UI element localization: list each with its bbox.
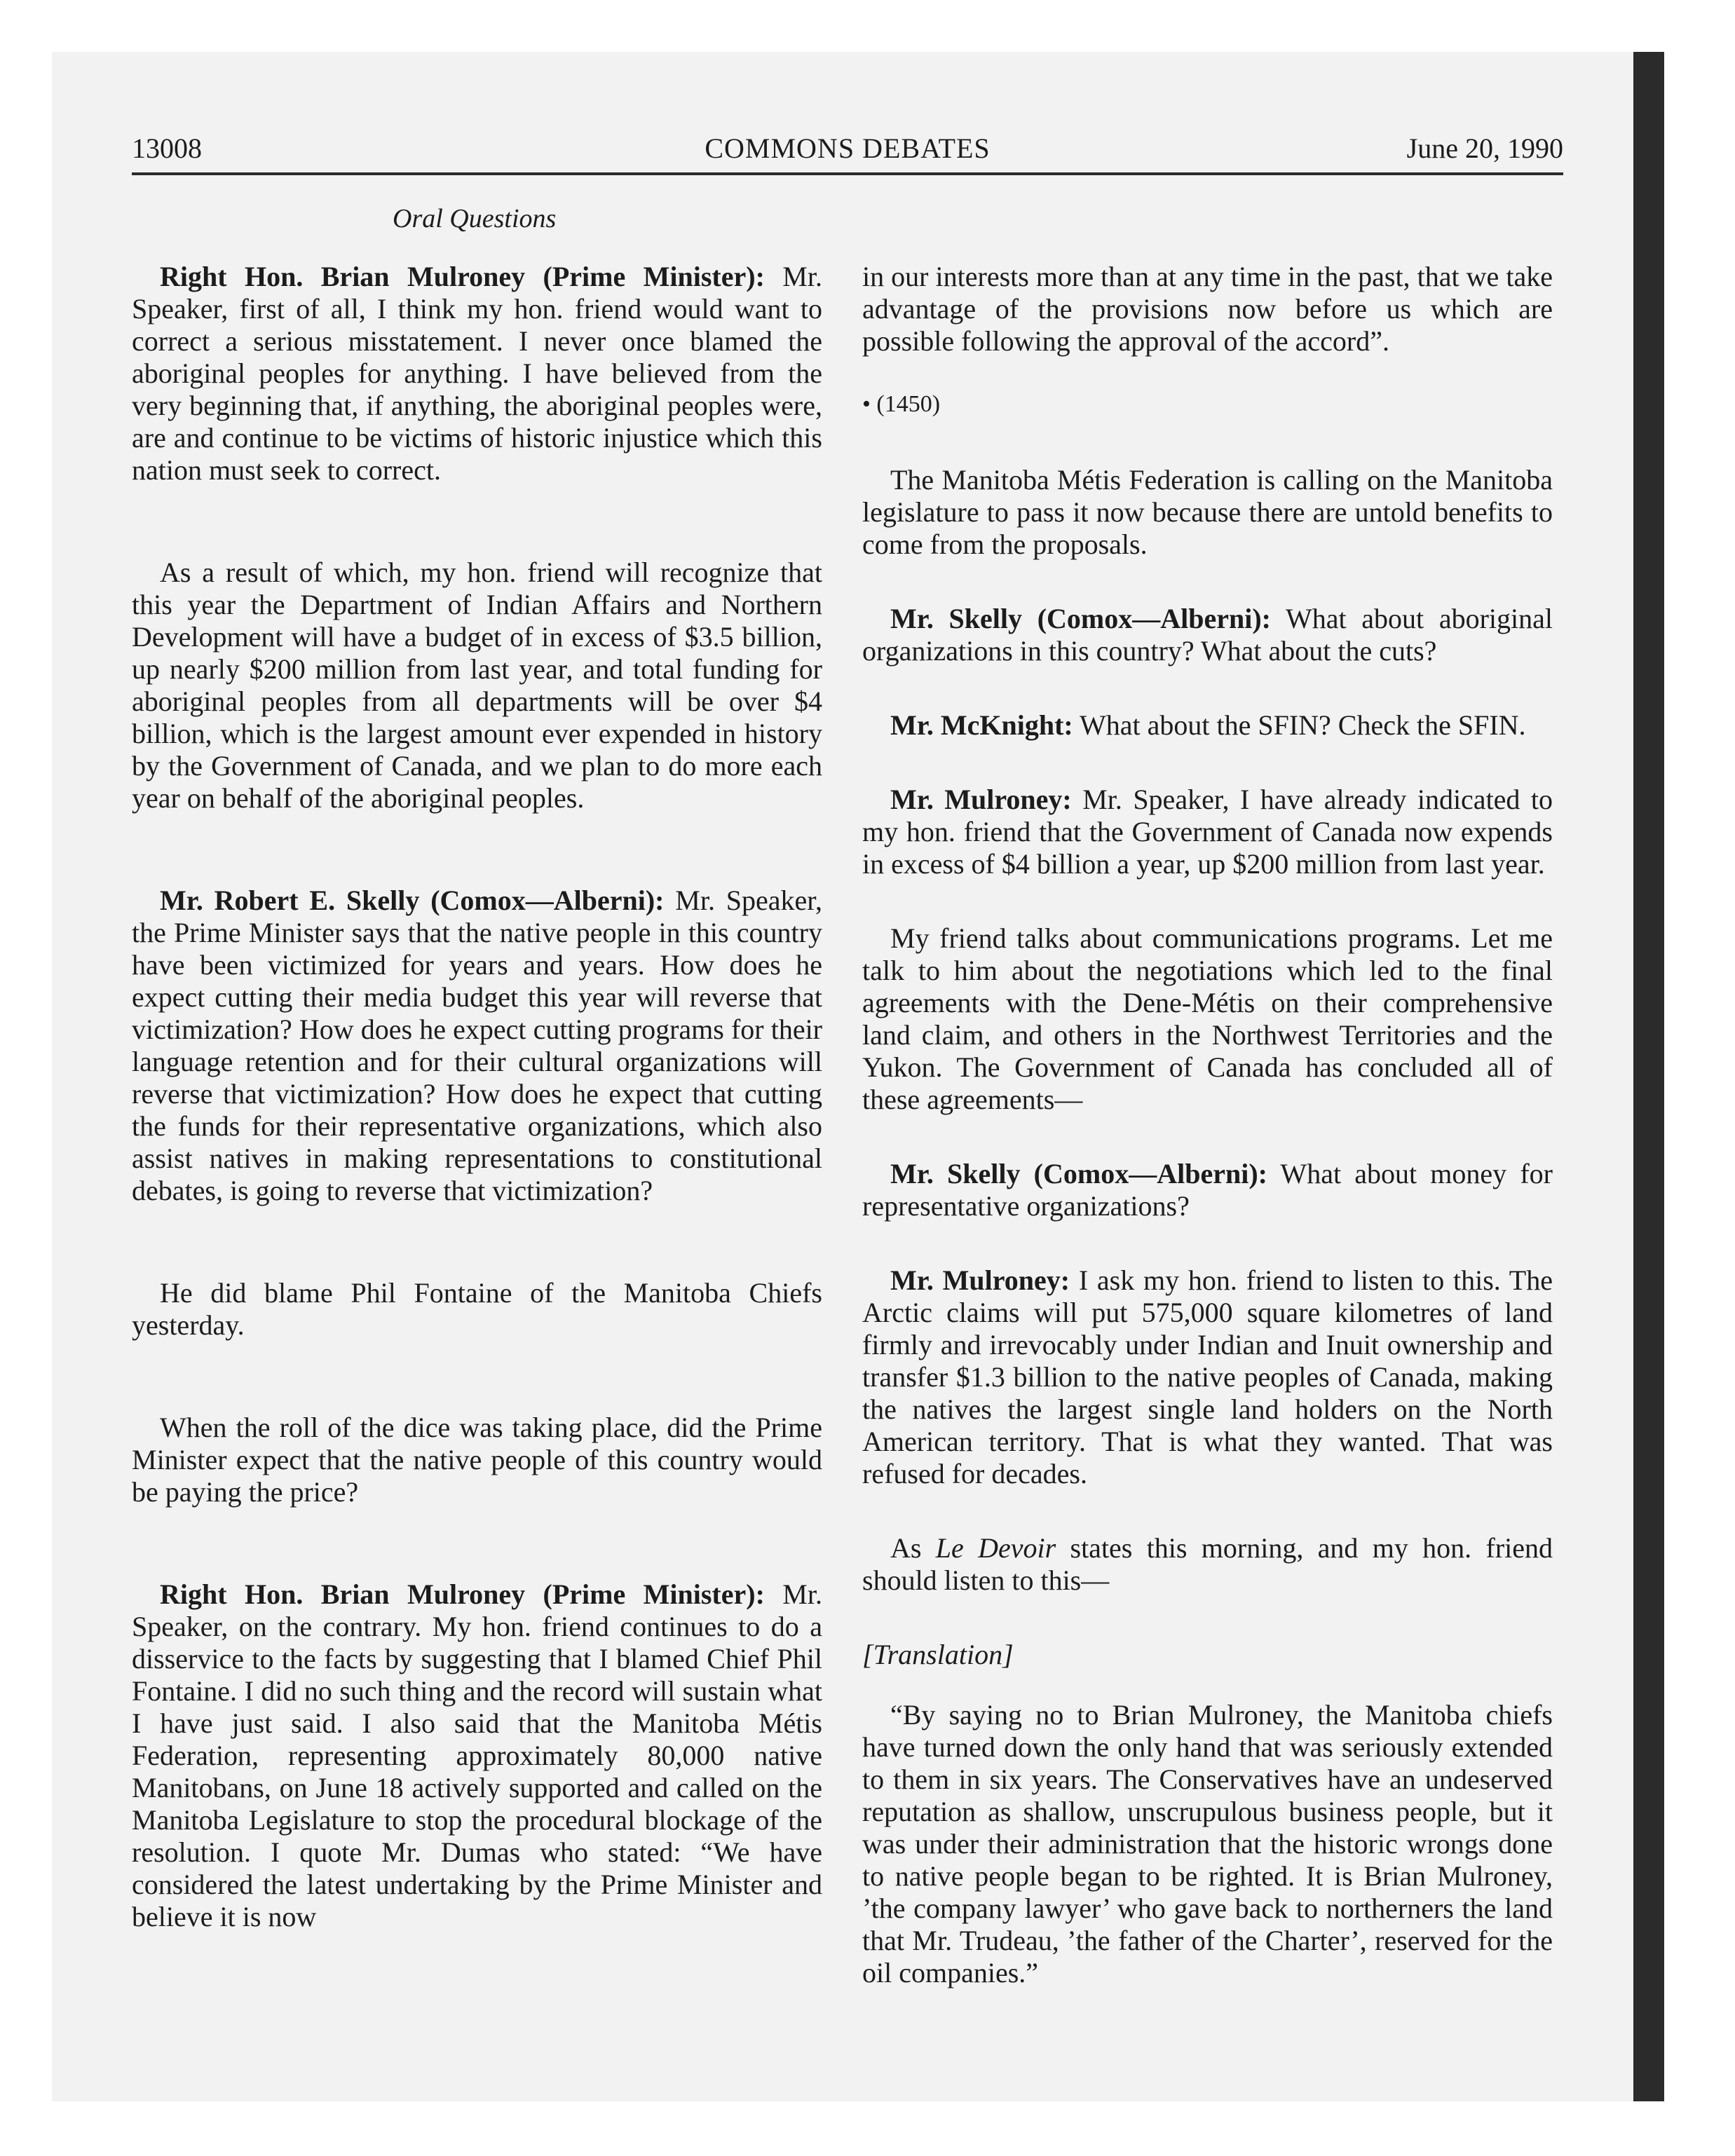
speech-text: states this morning, and my hon. friend should listen to this— — [862, 1532, 1553, 1596]
paragraph — [862, 1158, 1553, 1222]
quoted-paragraph: “By saying no to Brian Mulroney, the Manitoba chiefs have turned down the only hand that was seriously extended to them in six years. The Conservatives have an undeserved reputation as shallow, unscrupulous business people, but it was under their administration that the historic wrongs done to native people began to be righted. It is Brian Mulroney, ’the company lawyer’ who gave back to northerners the land that Mr. Trudeau, ’the father of the Charter’, reserved for the oil companies.” — [862, 1699, 1553, 1988]
paragraph — [862, 603, 1553, 667]
paragraph — [862, 1264, 1553, 1490]
page-header — [132, 128, 1563, 175]
speech-text: Mr. Speaker, the Prime Minister says that the native people in this country have been victimized for years and years. How does he expect cutting their media budget this year will reverse that victimization? How does he expect cutting programs for their language retention and for their cultural organizations will reverse that victimization? How does he expect that cutting the funds for their representative organizations, which also assist natives in making representations to constitutional debates, is going to reverse that victimization? — [132, 885, 823, 1206]
speech-text: Mr. Speaker, on the contrary. My hon. friend continues to do a disservice to the facts by suggesting that I blamed Chief Phil Fontaine. I did no such thing and the record will sustain what I have just said. I also said that the Manitoba Métis Federation, representing approximately 80,000 native Manitobans, on June 18 actively supported and called on the Manitoba Legislature to stop the procedural blockage of the resolution. I quote Mr. Dumas who stated: “We have considered the latest undertaking by the Prime Minister and believe it is now — [132, 1578, 822, 1932]
paragraph-continuation: in our interests more than at any time in the past, that we take advantage of the provisions now before us which are possible following the approval of the accord”. — [862, 261, 1553, 357]
speech-text: What about the SFIN? Check the SFIN. — [1073, 709, 1526, 741]
paragraph — [862, 784, 1553, 880]
paragraph — [132, 1578, 822, 1933]
scan-edge-shadow — [1633, 52, 1664, 2101]
speaker-name: Right Hon. Brian Mulroney (Prime Minister): — [160, 261, 765, 292]
paragraph: My friend talks about communications programs. Let me talk to him about the negotiations which led to the final agreements with the Dene-Métis on their comprehensive land claim, and others in the Northwest Territories and the Yukon. The Government of Canada has concluded all of these agreements— — [862, 922, 1553, 1115]
section-title: Oral Questions — [393, 204, 557, 233]
paragraph: He did blame Phil Fontaine of the Manitoba Chiefs yesterday. — [132, 1277, 822, 1341]
speech-text: I ask my hon. friend to listen to this. The Arctic claims will put 575,000 square kilometres of land firmly and irrevocably under Indian and Inuit ownership and transfer $1.3 billion to the native peoples of Canada, making the natives the largest single land holders on the North American territory. That is what they wanted. That was refused for decades. — [862, 1264, 1553, 1489]
speech-text: What about money for representative organizations? — [862, 1158, 1553, 1222]
speaker-name: Mr. Mulroney: — [890, 784, 1072, 815]
paragraph — [862, 1532, 1553, 1597]
newspaper-name: Le Devoir — [935, 1532, 1056, 1564]
paragraph: The Manitoba Métis Federation is calling on the Manitoba legislature to pass it now because there are untold benefits to come from the proposals. — [862, 464, 1553, 560]
paragraph: As a result of which, my hon. friend will recognize that this year the Department of Indian Affairs and Northern Development will have a budget of in excess of $3.5 billion, up nearly $200 million from last year, and total funding for aboriginal peoples from all departments will be over $4 billion, which is the largest amount ever expended in history by the Government of Canada, and we plan to do more each year on behalf of the aboriginal peoples. — [132, 557, 822, 814]
time-marker: • (1450) — [862, 391, 941, 417]
speech-text: Mr. Speaker, first of all, I think my hon. friend would want to correct a serious misstatement. I never once blamed the aboriginal peoples for anything. I have believed from the very beginning that, if anything, the aboriginal peoples were, are and continue to be victims of historic injustice which this nation must seek to correct. — [132, 261, 822, 486]
speaker-name: Mr. Mulroney: — [890, 1264, 1070, 1296]
speaker-name: Mr. Robert E. Skelly (Comox—Alberni): — [160, 885, 665, 916]
speaker-name: Mr. Skelly (Comox—Alberni): — [890, 603, 1271, 634]
paragraph — [862, 709, 1553, 742]
page-number: 13008 — [132, 132, 202, 164]
speaker-name: Right Hon. Brian Mulroney (Prime Minister): — [160, 1578, 765, 1610]
speech-text: Mr. Speaker, I have already indicated to my hon. friend that the Government of Canada now expends in excess of $4 billion a year, up $200 million from last year. — [862, 784, 1553, 880]
speaker-name: Mr. McKnight: — [890, 709, 1073, 741]
publication-title: COMMONS DEBATES — [705, 132, 991, 164]
paragraph: When the roll of the dice was taking place, did the Prime Minister expect that the native people of this country would be paying the price? — [132, 1412, 822, 1508]
speech-text: What about aboriginal organizations in this country? What about the cuts? — [862, 603, 1553, 667]
speech-text: As — [890, 1532, 936, 1564]
speaker-name: Mr. Skelly (Comox—Alberni): — [890, 1158, 1267, 1189]
publication-date: June 20, 1990 — [1406, 132, 1563, 164]
paragraph — [132, 885, 822, 1207]
translation-tag: [Translation] — [862, 1639, 1014, 1670]
right-column — [862, 261, 1553, 2017]
paragraph — [132, 261, 822, 486]
left-column — [132, 261, 822, 1961]
